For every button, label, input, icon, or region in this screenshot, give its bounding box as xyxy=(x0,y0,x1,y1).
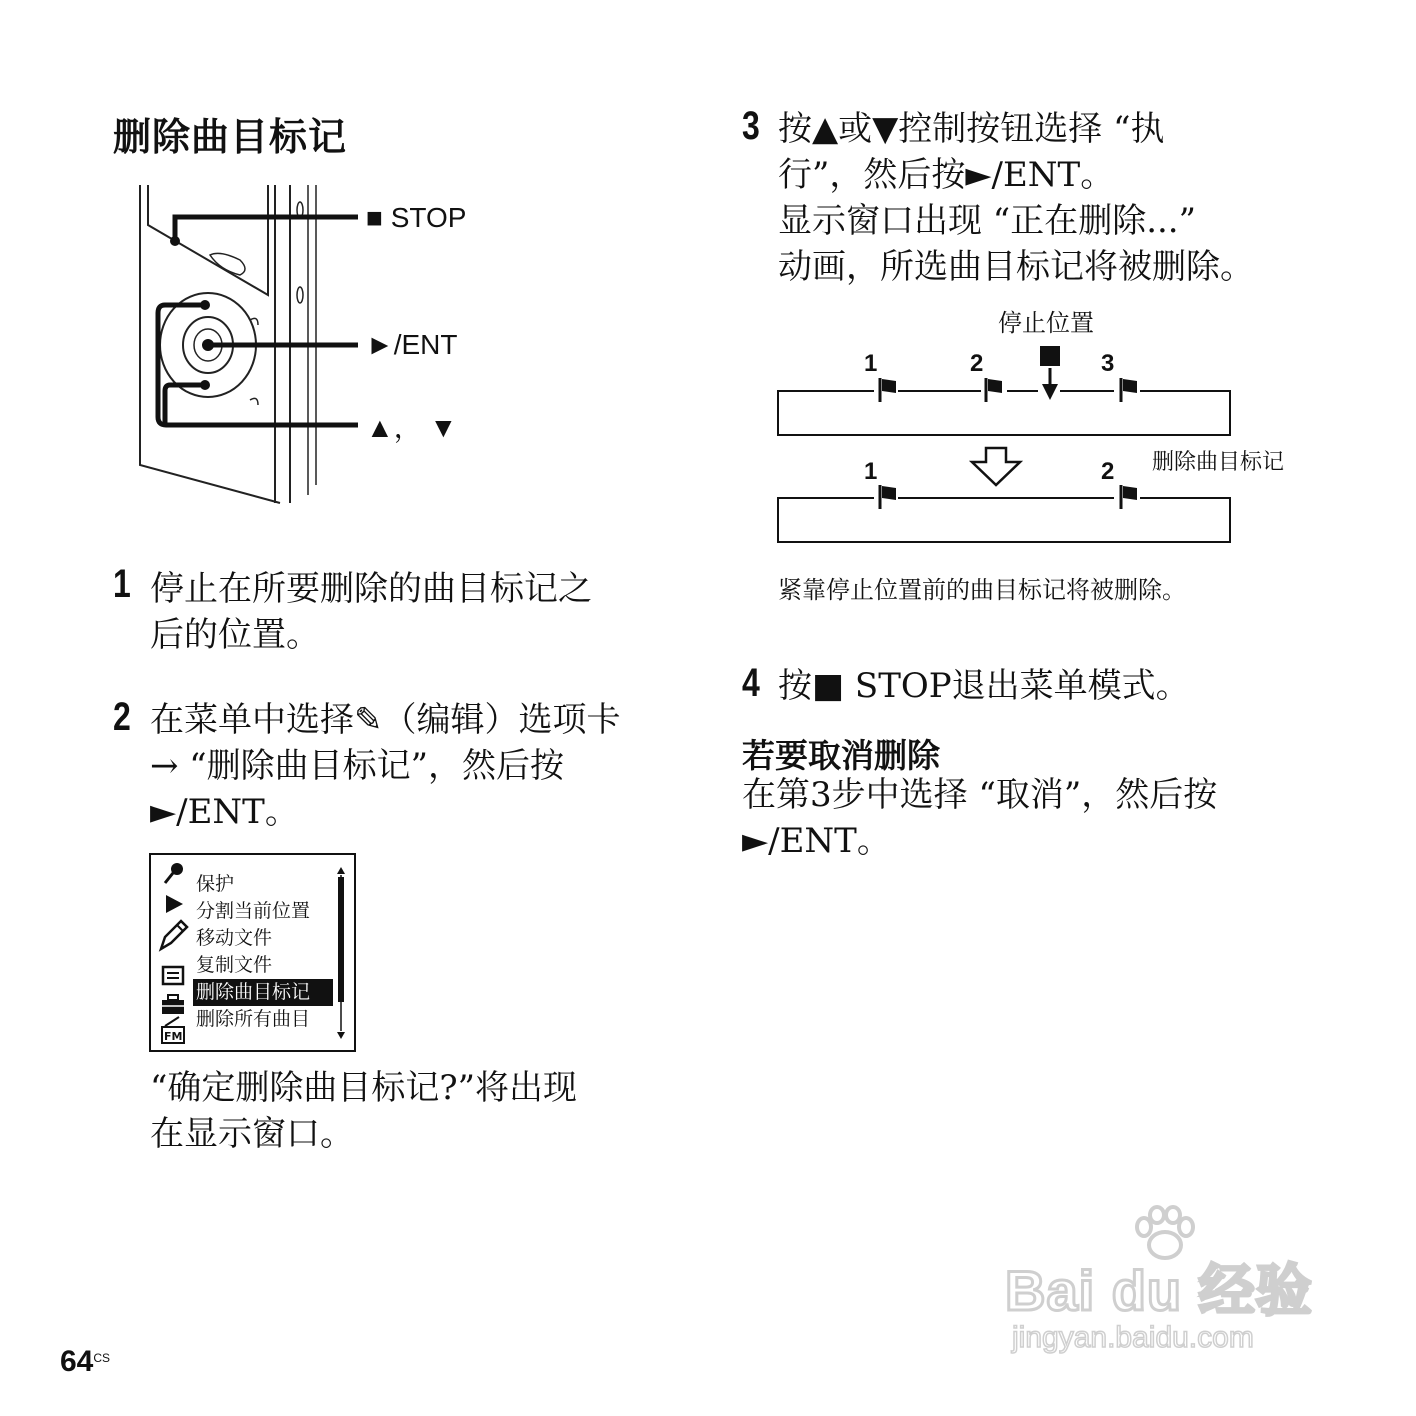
menu-list xyxy=(193,871,333,1033)
page-suffix: CS xyxy=(93,1351,111,1365)
text-line: → “删除曲目标记”，然后按 xyxy=(150,746,565,786)
scroll-thumb xyxy=(338,877,344,1002)
text-line: “确定删除曲目标记?”将出现 xyxy=(150,1068,577,1108)
text-line: 后的位置。 xyxy=(150,615,320,655)
step-1-text xyxy=(150,566,592,658)
watermark-brand: Bai du 经验 xyxy=(1005,1259,1313,1322)
menu-screen xyxy=(149,853,356,1052)
deleted-mark-label: 删除曲目标记 xyxy=(1152,450,1285,475)
toolbox-icon xyxy=(162,995,184,1014)
menu-item-move-file[interactable]: 移动文件 xyxy=(196,927,273,949)
menu-item-delete-track-mark[interactable]: 删除曲目标记 xyxy=(193,979,333,1006)
stop-icon xyxy=(1040,346,1060,366)
page-number-value: 64 xyxy=(60,1345,94,1378)
diagram-caption: 紧靠停止位置前的曲目标记将被删除。 xyxy=(778,576,1186,604)
mic-icon xyxy=(165,863,183,883)
menu-item-copy-file[interactable]: 复制文件 xyxy=(196,954,273,976)
text-line: 动画，所选曲目标记将被删除。 xyxy=(778,247,1254,287)
step-2-text xyxy=(150,697,621,835)
svg-text:FM: FM xyxy=(164,1030,183,1043)
text-line: ►/ENT。 xyxy=(742,821,891,861)
text-line: ►/ENT。 xyxy=(150,792,299,832)
page-number xyxy=(60,1345,110,1379)
mark-number: 1 xyxy=(864,458,878,485)
play-icon xyxy=(166,895,183,913)
watermark-url: jingyan.baidu.com xyxy=(1012,1321,1254,1354)
step-number: 1 xyxy=(113,562,131,606)
text-line: 在显示窗口。 xyxy=(150,1114,354,1154)
cancel-title: 若要取消删除 xyxy=(742,736,940,775)
menu-item-delete-all-marks[interactable]: 删除所有曲目 xyxy=(196,1008,311,1030)
menu-item-protect[interactable]: 保护 xyxy=(196,873,235,895)
text-line: 在菜单中选择✎（编辑）选项卡 xyxy=(150,700,621,740)
text-line: 按■ STOP退出菜单模式。 xyxy=(778,666,1190,706)
menu-tab-icons xyxy=(157,859,189,1045)
step-3-text xyxy=(778,106,1254,290)
confirm-text xyxy=(150,1065,577,1157)
display-icon xyxy=(163,967,183,984)
cancel-text xyxy=(742,772,1217,864)
baidu-watermark xyxy=(1000,1205,1340,1375)
text-line: 行”，然后按►/ENT。 xyxy=(778,155,1115,195)
play-ent-callout: ►/ENT xyxy=(366,329,458,360)
menu-scrollbar[interactable] xyxy=(333,865,349,1041)
text-line: 停止在所要删除的曲目标记之 xyxy=(150,569,592,609)
step-number: 3 xyxy=(742,104,760,148)
scroll-up-icon xyxy=(337,867,345,874)
text-line: 按▲或▼控制按钮选择 “执 xyxy=(778,109,1165,149)
scroll-down-icon xyxy=(337,1032,345,1039)
stop-callout: ■ STOP xyxy=(366,202,467,233)
step-number: 4 xyxy=(742,661,760,705)
mark-number: 2 xyxy=(1101,458,1115,485)
mark-number: 3 xyxy=(1101,350,1115,377)
mark-number: 1 xyxy=(864,350,878,377)
hollow-arrow-icon xyxy=(972,448,1020,485)
fm-icon xyxy=(162,1017,184,1043)
pencil-icon xyxy=(161,921,187,949)
mark-number: 2 xyxy=(970,350,984,377)
menu-item-divide[interactable]: 分割当前位置 xyxy=(196,900,311,922)
text-line: 在第3步中选择 “取消”，然后按 xyxy=(742,775,1218,815)
step-4-text xyxy=(778,663,1190,709)
section-title: 删除曲目标记 xyxy=(113,115,348,159)
up-down-callout: ▲， ▼ xyxy=(366,412,458,443)
step-number: 2 xyxy=(113,695,131,739)
text-line: 显示窗口出现 “正在删除...” xyxy=(778,201,1196,241)
device-illustration xyxy=(130,185,370,510)
stop-position-label: 停止位置 xyxy=(998,309,1094,337)
